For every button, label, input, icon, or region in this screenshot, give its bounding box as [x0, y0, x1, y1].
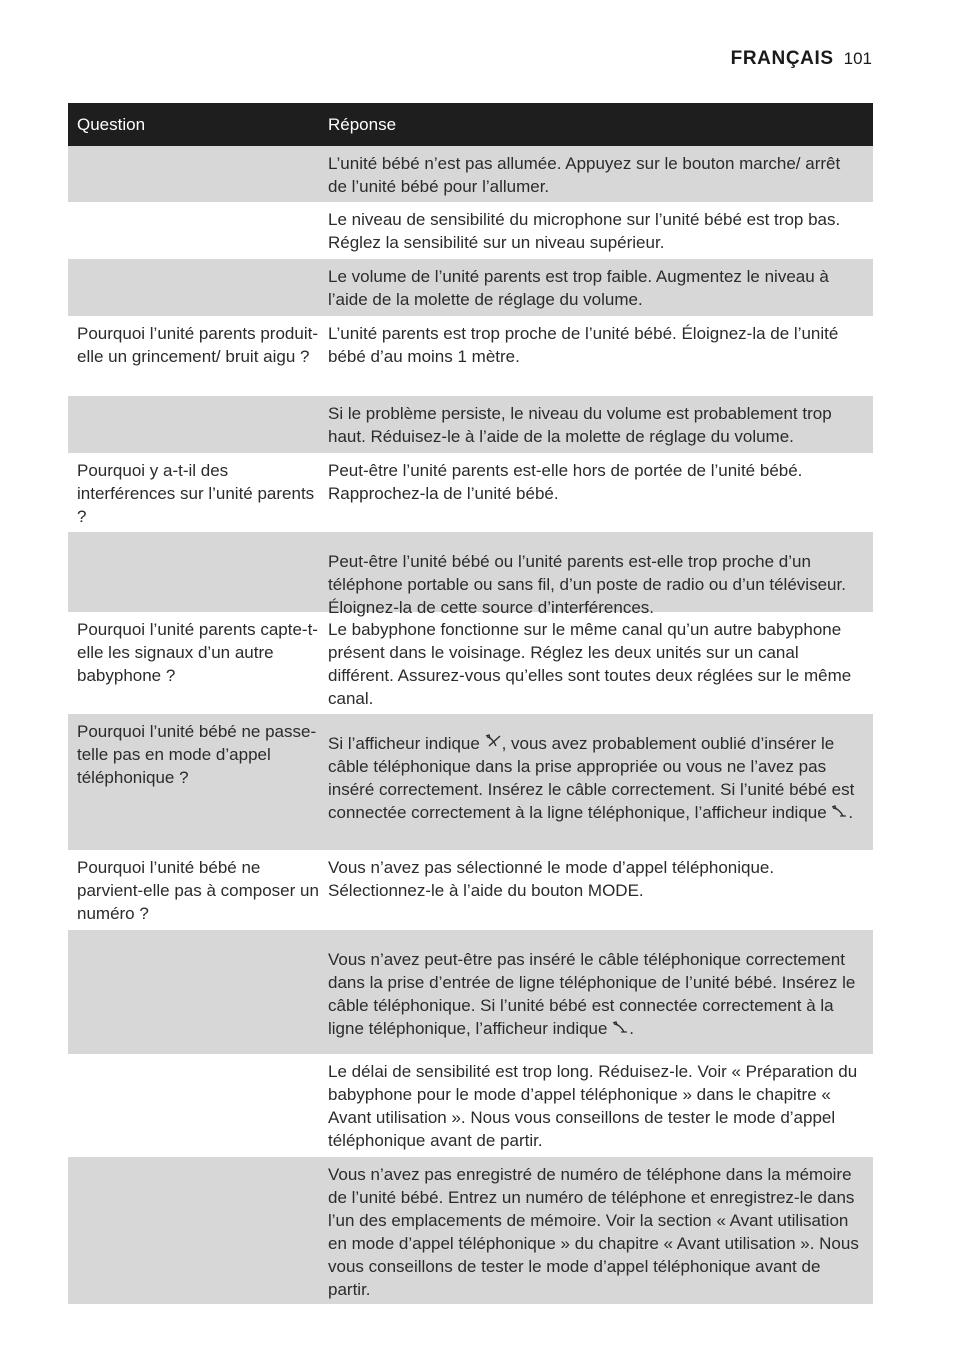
- answer-cell: L’unité parents est trop proche de l’unité bébé. Éloignez-la de l’unité bébé d’au moins 1 mètre.: [328, 324, 839, 366]
- answer-cell: Vous n’avez pas sélectionné le mode d’appel téléphonique. Sélectionnez-le à l’aide du bouton MODE.: [328, 858, 775, 900]
- answer-cell: Le babyphone fonctionne sur le même canal qu’un autre babyphone présent dans le voisinage. Réglez les deux unités sur un canal différent. Assurez-vous qu’elles sont toutes deux réglées sur le même canal.: [328, 620, 852, 708]
- table-row: [68, 316, 873, 396]
- answer-cell: Si le problème persiste, le niveau du volume est probablement trop haut. Réduisez-le à l’aide de la molette de réglage du volume.: [328, 404, 832, 446]
- table-row: [68, 259, 873, 316]
- page-header: [731, 48, 872, 70]
- question-cell: [68, 396, 328, 453]
- phone-line-connected-icon: [831, 805, 848, 822]
- answer-text-part: Si l’afficheur indique: [328, 734, 485, 753]
- answer-cell: [328, 930, 873, 1054]
- question-cell: [68, 202, 328, 259]
- column-header-question: Question: [77, 115, 146, 134]
- answer-cell: Le niveau de sensibilité du microphone sur l’unité bébé est trop bas. Réglez la sensibilité sur un niveau supérieur.: [328, 210, 841, 252]
- answer-cell: Peut-être l’unité parents est-elle hors de portée de l’unité bébé. Rapprochez-la de l’unité bébé.: [328, 461, 803, 503]
- answer-cell: Le volume de l’unité parents est trop faible. Augmentez le niveau à l’aide de la molette de réglage du volume.: [328, 267, 829, 309]
- table-row: [68, 1157, 873, 1304]
- phone-line-connected-icon: [612, 1021, 629, 1038]
- answer-cell: Peut-être l’unité bébé ou l’unité parents est-elle trop proche d’un téléphone portable ou sans fil, d’un poste de radio ou d’un téléviseur. Éloignez-la de cette source d’interférences.: [328, 552, 846, 617]
- question-cell: [68, 259, 328, 316]
- question-cell: Pourquoi l’unité bébé ne passe-telle pas en mode d’appel téléphonique ?: [77, 722, 317, 787]
- question-cell: Pourquoi y a-t-il des interférences sur l’unité parents ?: [77, 461, 315, 526]
- table-row: [68, 930, 873, 1054]
- question-cell: Pourquoi l’unité parents capte-t-elle les signaux d’un autre babyphone ?: [77, 620, 318, 685]
- answer-text-part: Vous n’avez peut-être pas inséré le câble téléphonique correctement dans la prise d’entrée de ligne téléphonique de l’unité bébé. Insérez le câble téléphonique. Si l’unité bébé est connectée correctement à la ligne téléphonique, l’afficheur indique: [328, 950, 856, 1038]
- answer-text-part: .: [629, 1019, 634, 1038]
- table-row: [68, 532, 873, 617]
- answer-cell: Le délai de sensibilité est trop long. Réduisez-le. Voir « Préparation du babyphone pour le mode d’appel téléphonique » dans le chapitre « Avant utilisation ». Nous vous conseillons de tester le mode d’appel téléphonique avant de partir.: [328, 1062, 858, 1150]
- table-row: [68, 453, 873, 532]
- answer-cell: L’unité bébé n’est pas allumée. Appuyez sur le bouton marche/ arrêt de l’unité bébé pour l’allumer.: [328, 154, 841, 196]
- table-row: [68, 612, 873, 714]
- table-row: [68, 202, 873, 259]
- table-row: [68, 714, 873, 850]
- section-language: FRANÇAIS: [730, 48, 834, 69]
- question-cell: [68, 1054, 328, 1157]
- page-number: 101: [843, 49, 872, 68]
- question-cell: [68, 930, 328, 1054]
- answer-cell: Vous n’avez pas enregistré de numéro de téléphone dans la mémoire de l’unité bébé. Entrez un numéro de téléphone et enregistrez-le dans l’un des emplacements de mémoire. Voir la section « Avant utilisation en mode d’appel téléphonique » du chapitre « Avant utilisation ». Nous vous conseillons de tester le mode d’appel téléphonique avant de partir.: [328, 1165, 859, 1299]
- question-cell: Pourquoi l’unité parents produit-elle un grincement/ bruit aigu ?: [77, 324, 318, 366]
- question-cell: [68, 146, 328, 202]
- question-cell: [68, 1157, 328, 1304]
- phone-line-disconnected-icon: [485, 734, 502, 753]
- table-row: [68, 396, 873, 453]
- table-header: [68, 103, 873, 146]
- question-cell: [68, 532, 328, 612]
- answer-cell: [328, 714, 873, 850]
- table-row: [68, 146, 873, 202]
- answer-text-part: , vous avez probablement oublié d’insérer le câble téléphonique dans la prise appropriée ou vous ne l’avez pas inséré correctement. Insérez le câble correctement. Si l’unité bébé est connectée correctement à la ligne téléphonique, l’afficheur indique: [328, 734, 855, 822]
- table-row: [68, 1054, 873, 1157]
- column-header-answer: Réponse: [328, 115, 397, 134]
- table-row: [68, 850, 873, 930]
- answer-text-part: .: [848, 803, 854, 822]
- troubleshooting-table: [68, 103, 873, 1304]
- question-cell: Pourquoi l’unité bébé ne parvient-elle pas à composer un numéro ?: [77, 858, 319, 923]
